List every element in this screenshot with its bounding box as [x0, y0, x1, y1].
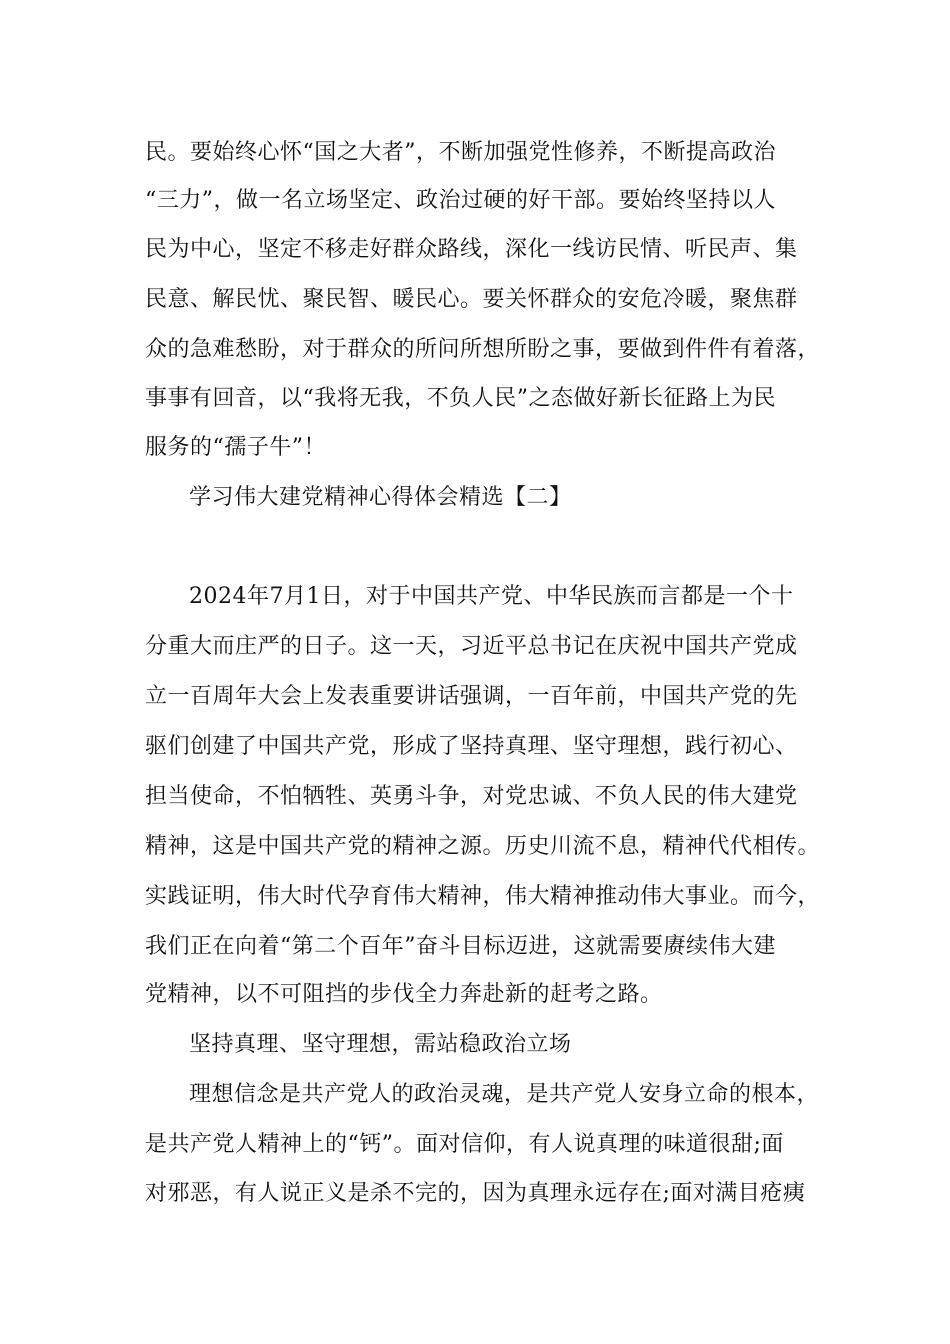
section-heading: 坚持真理、坚守理想，需站稳政治立场 — [189, 1032, 572, 1057]
paragraph-line: 党精神，以不可阻挡的步伐全力奔赴新的赶考之路。 — [145, 982, 663, 1007]
paragraph-line: 精神，这是中国共产党的精神之源。历史川流不息，精神代代相传。 — [145, 834, 821, 859]
paragraph-line: 实践证明，伟大时代孕育伟大精神，伟大精神推动伟大事业。而今， — [145, 884, 821, 909]
paragraph-line: 驱们创建了中国共产党，形成了坚持真理、坚守理想，践行初心、 — [145, 734, 798, 759]
paragraph-line: 对邪恶，有人说正义是杀不完的，因为真理永远存在;面对满目疮痍 — [145, 1181, 806, 1206]
paragraph-line: 立一百周年大会上发表重要讲话强调，一百年前，中国共产党的先 — [145, 684, 798, 709]
paragraph-line: 理想信念是共产党人的政治灵魂，是共产党人安身立命的根本， — [189, 1082, 820, 1107]
paragraph-line: 民意、解民忧、聚民智、暖民心。要关怀群众的安危冷暖，聚焦群 — [145, 287, 798, 312]
paragraph-line: 是共产党人精神上的“钙”。面对信仰，有人说真理的味道很甜;面 — [145, 1132, 784, 1157]
paragraph-line: 担当使命，不怕牺牲、英勇斗争，对党忠诚、不负人民的伟大建党 — [145, 784, 798, 809]
paragraph-line: 分重大而庄严的日子。这一天，习近平总书记在庆祝中国共产党成 — [145, 634, 798, 659]
paragraph-line: “三力”，做一名立场坚定、政治过硬的好干部。要始终坚持以人 — [145, 188, 776, 213]
paragraph-line: 事事有回音，以“我将无我，不负人民”之态做好新长征路上为民 — [145, 386, 776, 411]
paragraph-line: 服务的“孺子牛”！ — [145, 435, 326, 460]
paragraph-line: 2024年7月1日，对于中国共产党、中华民族而言都是一个十 — [189, 584, 794, 609]
paragraph-line: 众的急难愁盼，对于群众的所问所想所盼之事，要做到件件有着落， — [145, 337, 821, 362]
paragraph-line: 民为中心，坚定不移走好群众路线，深化一线访民情、听民声、集 — [145, 237, 798, 262]
paragraph-line: 我们正在向着“第二个百年”奋斗目标迈进，这就需要赓续伟大建 — [145, 934, 776, 959]
section-heading: 学习伟大建党精神心得体会精选【二】 — [189, 485, 572, 510]
paragraph-line: 民。要始终心怀“国之大者”，不断加强党性修养，不断提高政治 — [145, 140, 776, 165]
